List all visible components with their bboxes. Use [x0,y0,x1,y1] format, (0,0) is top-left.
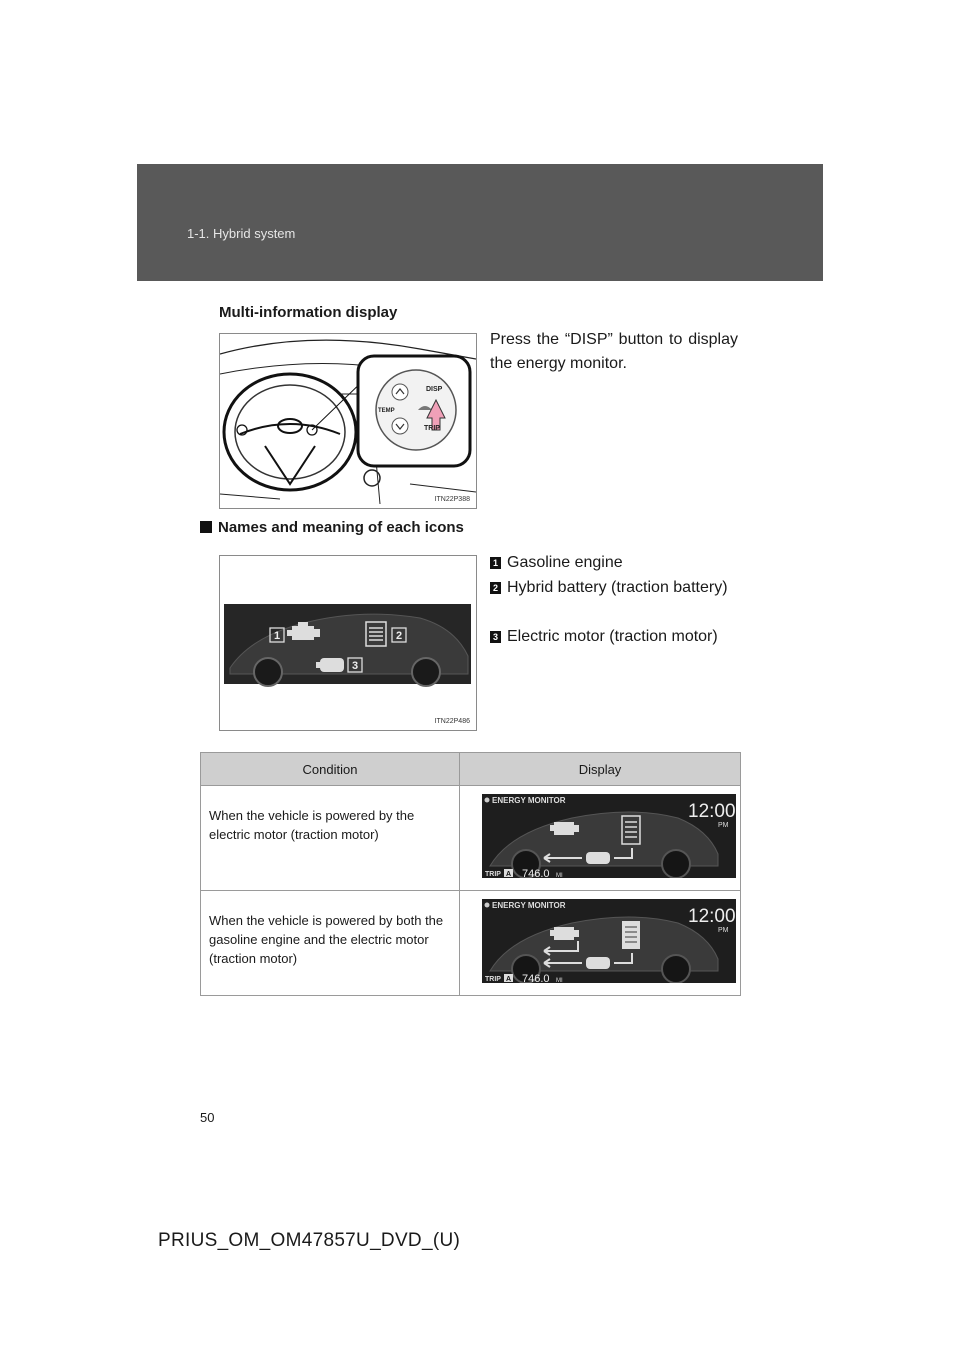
energy-monitor-screen [482,899,736,983]
item-text: Hybrid battery (traction battery) [507,579,728,596]
square-bullet-icon [200,521,212,533]
section-header-bar [137,164,823,281]
table-row [201,786,741,891]
item-number-badge: 2 [490,582,501,594]
disp-label: DISP [426,386,443,393]
trip-mode: A [506,976,512,983]
screen-title: ENERGY MONITOR [492,796,566,805]
callout-2: 2 [395,630,403,642]
figure-code: ITN22P388 [434,496,470,503]
condition-display-table [200,752,741,996]
callout-3: 3 [351,660,359,672]
document-footer-code: PRIUS_OM_OM47857U_DVD_(U) [158,1230,461,1251]
trip-label: TRIP [485,976,501,983]
screen-ampm: PM [718,927,729,934]
item-text: Gasoline engine [507,554,623,571]
table-row [201,891,741,996]
trip-unit: MI [556,873,563,878]
condition-cell: When the vehicle is powered by the electric motor (traction motor) [201,786,460,891]
temp-label: TEMP [378,408,395,414]
item-number-badge: 3 [490,631,501,643]
trip-mode: A [506,871,512,878]
header-display: Display [460,753,741,786]
subheading-text: Names and meaning of each icons [218,519,464,536]
item-text: Electric motor (traction motor) [507,628,718,645]
trip-label: TRIP [424,425,440,432]
section-header-text: 1-1. Hybrid system [187,226,296,241]
trip-value: 746.0 [522,868,550,878]
screen-ampm: PM [718,822,729,829]
figure-steering-wheel [219,333,477,509]
trip-label: TRIP [485,871,501,878]
callout-1: 1 [273,630,281,642]
header-condition: Condition [201,753,460,786]
table-header-row [201,753,741,786]
item-number-badge: 1 [490,557,501,569]
display-cell [460,891,741,996]
section-title: Multi-information display [219,304,398,321]
icon-item-2 [490,576,738,600]
screen-clock: 12:00 [688,906,736,927]
trip-value: 746.0 [522,973,550,983]
figure-icons [219,555,477,731]
icon-item-1 [490,551,738,575]
figure-code: ITN22P486 [434,718,470,725]
instruction-text: Press the “DISP” button to display the energy monitor. [490,331,738,372]
condition-cell: When the vehicle is powered by both the gasoline engine and the electric motor (traction motor) [201,891,460,996]
page-number: 50 [200,1110,215,1125]
subheading [200,519,464,536]
display-cell [460,786,741,891]
trip-unit: MI [556,978,563,983]
energy-monitor-screen [482,794,736,878]
icon-item-3 [490,625,738,649]
screen-clock: 12:00 [688,801,736,822]
screen-title: ENERGY MONITOR [492,901,566,910]
